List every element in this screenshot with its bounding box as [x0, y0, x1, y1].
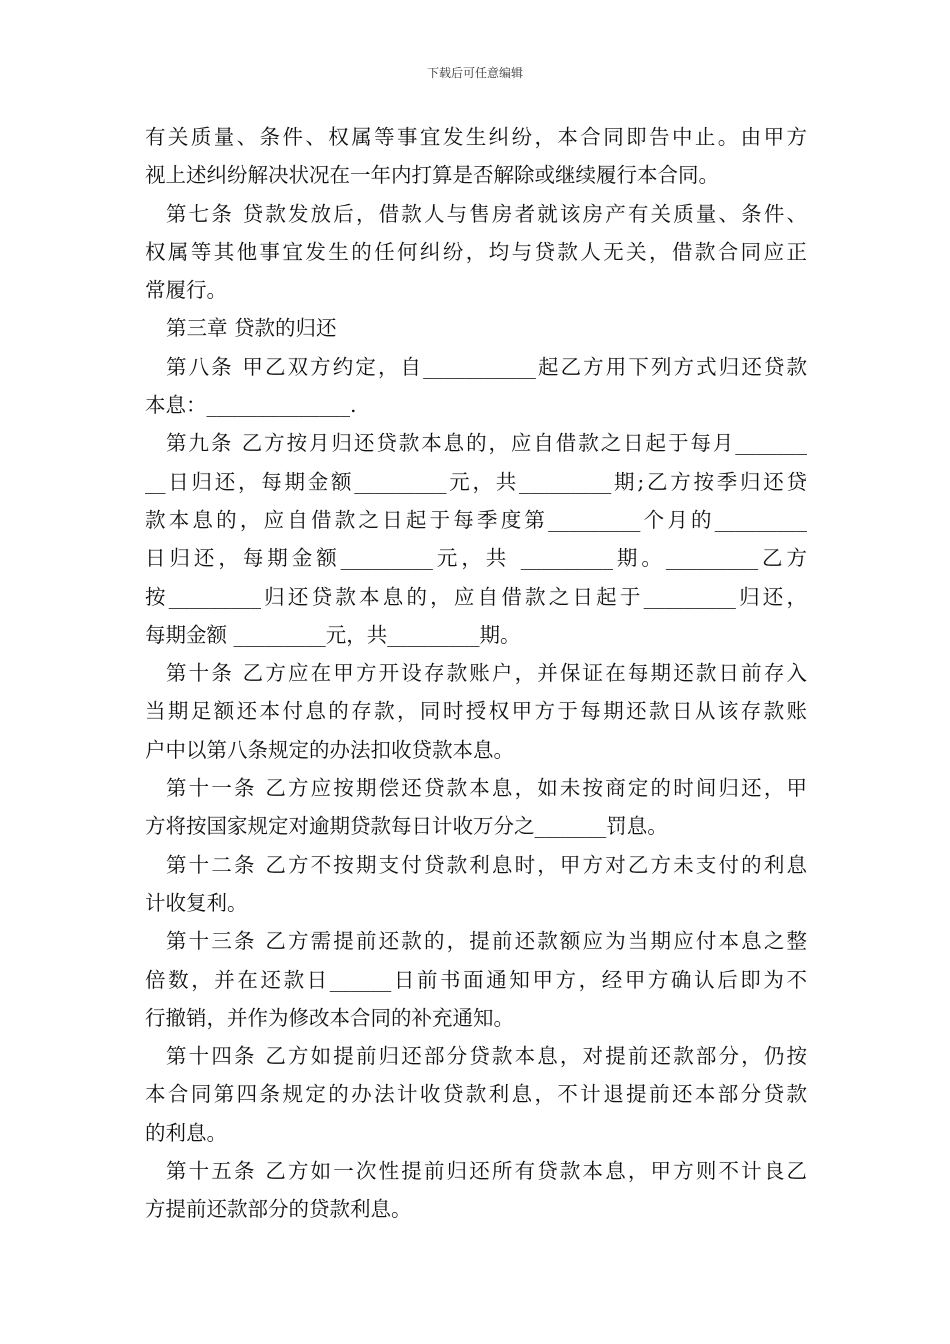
- text-line: 户中以第八条规定的办法扣收贷款本息。: [145, 737, 514, 762]
- text-line: 日归还，每期金额_________元，共 _________期。_________乙方: [145, 546, 807, 571]
- text-line: 第十五条 乙方如一次性提前归还所有贷款本息，甲方则不计良乙: [166, 1159, 807, 1184]
- text-line: 第十一条 乙方应按期偿还贷款本息，如未按商定的时间归还，甲: [166, 776, 807, 801]
- text-line: 行撤销，并作为修改本合同的补充通知。: [145, 1005, 514, 1030]
- text-line: 有关质量、条件、权属等事宜发生纠纷，本合同即告中止。由甲方: [145, 125, 807, 149]
- text-line: 常履行。: [145, 278, 227, 303]
- text-line: 第十条 乙方应在甲方开设存款账户，并保证在每期还款日前存入: [166, 661, 807, 686]
- text-line: __日归还，每期金额_________元，共_________期;乙方按季归还贷: [145, 469, 807, 494]
- contract-body: [145, 118, 807, 1229]
- text-line: 计收复利。: [145, 890, 248, 915]
- text-line: 本息：______________.: [145, 393, 357, 418]
- text-line: 第八条 甲乙双方约定，自___________起乙方用下列方式归还贷款: [166, 354, 807, 379]
- text-line: 权属等其他事宜发生的任何纠纷，均与贷款人无关，借款合同应正: [145, 239, 807, 264]
- text-line: 第九条 乙方按月归还贷款本息的，应自借款之日起于每月_______: [166, 431, 807, 456]
- text-line: 第三章 贷款的归还: [166, 316, 337, 341]
- text-line: 当期足额还本付息的存款，同时授权甲方于每期还款日从该存款账: [145, 699, 807, 724]
- text-line: 每期金额 _________元，共_________期。: [145, 622, 521, 647]
- text-line: 第十二条 乙方不按期支付贷款利息时，甲方对乙方未支付的利息: [166, 852, 807, 877]
- text-line: 视上述纠纷解决状况在一年内打算是否解除或继续履行本合同。: [145, 163, 719, 188]
- text-line: 倍数，并在还款日______日前书面通知甲方，经甲方确认后即为不: [145, 967, 807, 992]
- text-line: 按_________归还贷款本息的，应自借款之日起于_________归还，: [145, 584, 807, 609]
- text-line: 第七条 贷款发放后，借款人与售房者就该房产有关质量、条件、: [166, 201, 807, 226]
- text-line: 第十四条 乙方如提前归还部分贷款本息，对提前还款部分，仍按: [166, 1044, 807, 1069]
- page-header: 下载后可任意编辑: [426, 66, 523, 80]
- text-line: 第十三条 乙方需提前还款的，提前还款额应为当期应付本息之整: [166, 929, 807, 954]
- text-line: 方提前还款部分的贷款利息。: [145, 1197, 412, 1222]
- text-line: 本合同第四条规定的办法计收贷款利息，不计退提前还本部分贷款: [145, 1082, 807, 1107]
- text-line: 方将按国家规定对逾期贷款每日计收万分之_______罚息。: [145, 814, 668, 839]
- text-line: 款本息的，应自借款之日起于每季度第_________个月的_________: [145, 507, 807, 532]
- text-line: 的利息。: [145, 1120, 227, 1145]
